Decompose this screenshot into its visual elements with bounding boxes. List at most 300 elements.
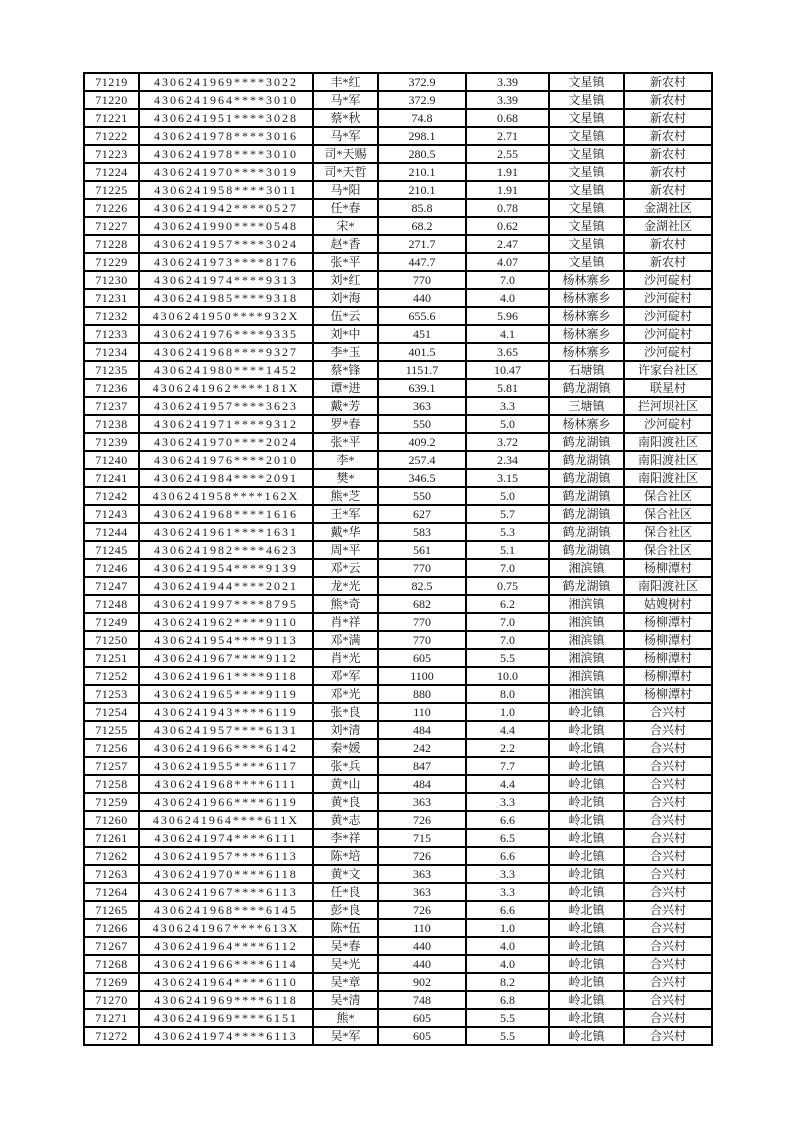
cell-serial: 71256: [84, 739, 139, 757]
cell-area: 6.6: [466, 847, 549, 865]
cell-serial: 71248: [84, 595, 139, 613]
cell-id: 4306241969****3022: [139, 73, 313, 91]
cell-name: 马*军: [313, 127, 378, 145]
cell-name: 李*: [313, 451, 378, 469]
cell-town: 岭北镇: [549, 793, 624, 811]
cell-amount: 583: [378, 523, 466, 541]
cell-serial: 71227: [84, 217, 139, 235]
cell-amount: 363: [378, 397, 466, 415]
table-row: [84, 469, 712, 487]
table-row: [84, 595, 712, 613]
table-row: [84, 901, 712, 919]
cell-amount: 748: [378, 991, 466, 1009]
cell-town: 岭北镇: [549, 757, 624, 775]
cell-id: 4306241974****6111: [139, 829, 313, 847]
cell-town: 岭北镇: [549, 847, 624, 865]
table-row: [84, 937, 712, 955]
cell-name: 吴*章: [313, 973, 378, 991]
cell-serial: 71271: [84, 1009, 139, 1027]
cell-town: 文星镇: [549, 199, 624, 217]
cell-town: 岭北镇: [549, 721, 624, 739]
table-row: [84, 613, 712, 631]
cell-village: 新农村: [624, 73, 712, 91]
cell-serial: 71262: [84, 847, 139, 865]
table-row: [84, 721, 712, 739]
cell-name: 罗*春: [313, 415, 378, 433]
cell-name: 熊*: [313, 1009, 378, 1027]
cell-amount: 550: [378, 415, 466, 433]
cell-village: 南阳渡社区: [624, 469, 712, 487]
cell-serial: 71239: [84, 433, 139, 451]
cell-town: 湘滨镇: [549, 631, 624, 649]
cell-name: 丰*红: [313, 73, 378, 91]
cell-village: 合兴村: [624, 901, 712, 919]
cell-name: 肖*光: [313, 649, 378, 667]
cell-amount: 484: [378, 721, 466, 739]
cell-id: 4306241985****9318: [139, 289, 313, 307]
cell-id: 4306241965****9119: [139, 685, 313, 703]
cell-town: 鹤龙湖镇: [549, 451, 624, 469]
cell-name: 吴*光: [313, 955, 378, 973]
cell-id: 4306241968****9327: [139, 343, 313, 361]
cell-area: 5.7: [466, 505, 549, 523]
cell-amount: 280.5: [378, 145, 466, 163]
table-row: [84, 361, 712, 379]
cell-serial: 71219: [84, 73, 139, 91]
cell-village: 保合社区: [624, 523, 712, 541]
cell-id: 4306241968****6145: [139, 901, 313, 919]
cell-amount: 605: [378, 649, 466, 667]
cell-area: 2.2: [466, 739, 549, 757]
cell-id: 4306241951****3028: [139, 109, 313, 127]
cell-serial: 71265: [84, 901, 139, 919]
cell-area: 1.91: [466, 181, 549, 199]
cell-name: 熊*奇: [313, 595, 378, 613]
cell-amount: 770: [378, 271, 466, 289]
table-row: [84, 487, 712, 505]
cell-amount: 605: [378, 1009, 466, 1027]
table-row: [84, 73, 712, 91]
cell-serial: 71250: [84, 631, 139, 649]
cell-village: 合兴村: [624, 991, 712, 1009]
cell-amount: 210.1: [378, 163, 466, 181]
cell-name: 樊*: [313, 469, 378, 487]
table-row: [84, 325, 712, 343]
cell-town: 文星镇: [549, 109, 624, 127]
cell-village: 杨柳潭村: [624, 685, 712, 703]
cell-id: 4306241962****9110: [139, 613, 313, 631]
cell-town: 鹤龙湖镇: [549, 487, 624, 505]
cell-id: 4306241966****6142: [139, 739, 313, 757]
cell-area: 1.0: [466, 703, 549, 721]
cell-area: 3.3: [466, 883, 549, 901]
cell-name: 李*祥: [313, 829, 378, 847]
cell-name: 黄*山: [313, 775, 378, 793]
cell-name: 张*平: [313, 253, 378, 271]
cell-area: 10.47: [466, 361, 549, 379]
cell-name: 任*春: [313, 199, 378, 217]
cell-serial: 71224: [84, 163, 139, 181]
cell-village: 合兴村: [624, 829, 712, 847]
cell-town: 鹤龙湖镇: [549, 541, 624, 559]
cell-village: 合兴村: [624, 883, 712, 901]
cell-village: 拦河坝社区: [624, 397, 712, 415]
cell-id: 4306241957****3623: [139, 397, 313, 415]
table-row: [84, 343, 712, 361]
table-row: [84, 1027, 712, 1045]
table-row: [84, 559, 712, 577]
cell-serial: 71257: [84, 757, 139, 775]
cell-serial: 71269: [84, 973, 139, 991]
cell-village: 金湖社区: [624, 217, 712, 235]
cell-area: 3.3: [466, 865, 549, 883]
table-row: [84, 577, 712, 595]
cell-town: 文星镇: [549, 91, 624, 109]
cell-village: 保合社区: [624, 487, 712, 505]
cell-amount: 682: [378, 595, 466, 613]
cell-serial: 71259: [84, 793, 139, 811]
cell-amount: 110: [378, 919, 466, 937]
cell-area: 4.4: [466, 721, 549, 739]
cell-village: 联星村: [624, 379, 712, 397]
cell-amount: 561: [378, 541, 466, 559]
table-row: [84, 199, 712, 217]
table-row: [84, 433, 712, 451]
cell-amount: 484: [378, 775, 466, 793]
table-row: [84, 379, 712, 397]
cell-village: 保合社区: [624, 505, 712, 523]
cell-town: 湘滨镇: [549, 595, 624, 613]
cell-name: 彭*良: [313, 901, 378, 919]
cell-id: 4306241955****6117: [139, 757, 313, 775]
cell-id: 4306241990****0548: [139, 217, 313, 235]
table-row: [84, 451, 712, 469]
cell-village: 沙河碇村: [624, 415, 712, 433]
cell-id: 4306241970****6118: [139, 865, 313, 883]
cell-amount: 110: [378, 703, 466, 721]
cell-amount: 298.1: [378, 127, 466, 145]
cell-village: 合兴村: [624, 919, 712, 937]
cell-name: 邓*军: [313, 667, 378, 685]
cell-area: 6.5: [466, 829, 549, 847]
cell-id: 4306241984****2091: [139, 469, 313, 487]
cell-village: 姑嫂树村: [624, 595, 712, 613]
table-row: [84, 991, 712, 1009]
cell-serial: 71226: [84, 199, 139, 217]
cell-id: 4306241958****3011: [139, 181, 313, 199]
cell-area: 0.78: [466, 199, 549, 217]
cell-serial: 71255: [84, 721, 139, 739]
cell-id: 4306241967****6113: [139, 883, 313, 901]
cell-town: 文星镇: [549, 163, 624, 181]
cell-town: 岭北镇: [549, 739, 624, 757]
table-row: [84, 217, 712, 235]
cell-name: 张*兵: [313, 757, 378, 775]
cell-town: 岭北镇: [549, 991, 624, 1009]
cell-serial: 71235: [84, 361, 139, 379]
cell-id: 4306241962****181X: [139, 379, 313, 397]
cell-area: 8.0: [466, 685, 549, 703]
table-row: [84, 91, 712, 109]
cell-id: 4306241973****8176: [139, 253, 313, 271]
table-row: [84, 739, 712, 757]
cell-town: 湘滨镇: [549, 613, 624, 631]
cell-name: 赵*香: [313, 235, 378, 253]
cell-id: 4306241957****6113: [139, 847, 313, 865]
cell-village: 合兴村: [624, 793, 712, 811]
cell-town: 岭北镇: [549, 703, 624, 721]
cell-town: 岭北镇: [549, 1027, 624, 1045]
cell-id: 4306241942****0527: [139, 199, 313, 217]
cell-serial: 71225: [84, 181, 139, 199]
table-row: [84, 865, 712, 883]
cell-amount: 440: [378, 937, 466, 955]
cell-name: 张*良: [313, 703, 378, 721]
cell-name: 龙*光: [313, 577, 378, 595]
cell-village: 杨柳潭村: [624, 559, 712, 577]
cell-town: 湘滨镇: [549, 649, 624, 667]
cell-village: 新农村: [624, 181, 712, 199]
cell-amount: 372.9: [378, 73, 466, 91]
cell-town: 文星镇: [549, 73, 624, 91]
cell-town: 湘滨镇: [549, 559, 624, 577]
cell-id: 4306241958****162X: [139, 487, 313, 505]
cell-town: 岭北镇: [549, 883, 624, 901]
table-row: [84, 703, 712, 721]
table-row: [84, 829, 712, 847]
cell-town: 杨林寨乡: [549, 415, 624, 433]
cell-id: 4306241944****2021: [139, 577, 313, 595]
table-row: [84, 883, 712, 901]
cell-town: 岭北镇: [549, 1009, 624, 1027]
table-row: [84, 919, 712, 937]
cell-amount: 74.8: [378, 109, 466, 127]
table-row: [84, 775, 712, 793]
cell-name: 李*玉: [313, 343, 378, 361]
cell-area: 5.5: [466, 649, 549, 667]
cell-town: 岭北镇: [549, 973, 624, 991]
cell-area: 2.71: [466, 127, 549, 145]
cell-amount: 655.6: [378, 307, 466, 325]
cell-amount: 1100: [378, 667, 466, 685]
cell-area: 7.0: [466, 271, 549, 289]
cell-id: 4306241957****6131: [139, 721, 313, 739]
cell-area: 2.34: [466, 451, 549, 469]
cell-area: 5.81: [466, 379, 549, 397]
cell-town: 文星镇: [549, 127, 624, 145]
cell-town: 岭北镇: [549, 937, 624, 955]
cell-id: 4306241957****3024: [139, 235, 313, 253]
cell-serial: 71221: [84, 109, 139, 127]
cell-area: 4.0: [466, 289, 549, 307]
cell-amount: 363: [378, 865, 466, 883]
cell-serial: 71220: [84, 91, 139, 109]
cell-town: 岭北镇: [549, 919, 624, 937]
cell-id: 4306241978****3010: [139, 145, 313, 163]
cell-amount: 770: [378, 631, 466, 649]
cell-id: 4306241969****6118: [139, 991, 313, 1009]
cell-id: 4306241976****2010: [139, 451, 313, 469]
cell-name: 张*平: [313, 433, 378, 451]
cell-amount: 372.9: [378, 91, 466, 109]
cell-town: 鹤龙湖镇: [549, 577, 624, 595]
cell-town: 鹤龙湖镇: [549, 523, 624, 541]
cell-id: 4306241968****1616: [139, 505, 313, 523]
cell-village: 新农村: [624, 253, 712, 271]
table-row: [84, 127, 712, 145]
cell-area: 5.0: [466, 415, 549, 433]
cell-serial: 71272: [84, 1027, 139, 1045]
cell-amount: 447.7: [378, 253, 466, 271]
cell-area: 0.75: [466, 577, 549, 595]
cell-serial: 71263: [84, 865, 139, 883]
cell-area: 7.0: [466, 631, 549, 649]
cell-amount: 271.7: [378, 235, 466, 253]
cell-serial: 71253: [84, 685, 139, 703]
cell-area: 5.1: [466, 541, 549, 559]
cell-amount: 627: [378, 505, 466, 523]
cell-area: 7.7: [466, 757, 549, 775]
cell-name: 黄*文: [313, 865, 378, 883]
cell-name: 刘*红: [313, 271, 378, 289]
cell-name: 戴*芳: [313, 397, 378, 415]
cell-town: 石塘镇: [549, 361, 624, 379]
table-row: [84, 397, 712, 415]
cell-name: 蔡*锋: [313, 361, 378, 379]
cell-id: 4306241978****3016: [139, 127, 313, 145]
cell-amount: 210.1: [378, 181, 466, 199]
cell-serial: 71232: [84, 307, 139, 325]
cell-name: 黄*良: [313, 793, 378, 811]
cell-town: 文星镇: [549, 181, 624, 199]
cell-area: 1.91: [466, 163, 549, 181]
table-row: [84, 163, 712, 181]
cell-amount: 715: [378, 829, 466, 847]
cell-id: 4306241970****3019: [139, 163, 313, 181]
table-row: [84, 1009, 712, 1027]
cell-serial: 71240: [84, 451, 139, 469]
cell-village: 杨柳潭村: [624, 667, 712, 685]
cell-town: 文星镇: [549, 217, 624, 235]
cell-name: 陈*培: [313, 847, 378, 865]
cell-village: 合兴村: [624, 775, 712, 793]
cell-serial: 71223: [84, 145, 139, 163]
cell-id: 4306241943****6119: [139, 703, 313, 721]
cell-id: 4306241961****9118: [139, 667, 313, 685]
cell-village: 新农村: [624, 163, 712, 181]
table-row: [84, 793, 712, 811]
cell-amount: 550: [378, 487, 466, 505]
cell-id: 4306241968****6111: [139, 775, 313, 793]
cell-serial: 71242: [84, 487, 139, 505]
cell-village: 许家台社区: [624, 361, 712, 379]
cell-serial: 71241: [84, 469, 139, 487]
table-row: [84, 109, 712, 127]
table-row: [84, 289, 712, 307]
cell-id: 4306241974****9313: [139, 271, 313, 289]
cell-town: 文星镇: [549, 235, 624, 253]
cell-town: 岭北镇: [549, 775, 624, 793]
cell-id: 4306241966****6114: [139, 955, 313, 973]
table-row: [84, 685, 712, 703]
cell-amount: 409.2: [378, 433, 466, 451]
table-row: [84, 667, 712, 685]
cell-serial: 71266: [84, 919, 139, 937]
cell-area: 0.68: [466, 109, 549, 127]
cell-village: 沙河碇村: [624, 325, 712, 343]
cell-name: 邓*满: [313, 631, 378, 649]
cell-id: 4306241961****1631: [139, 523, 313, 541]
cell-serial: 71236: [84, 379, 139, 397]
cell-village: 南阳渡社区: [624, 577, 712, 595]
cell-village: 合兴村: [624, 937, 712, 955]
cell-id: 4306241980****1452: [139, 361, 313, 379]
cell-area: 5.5: [466, 1009, 549, 1027]
cell-name: 谭*进: [313, 379, 378, 397]
cell-town: 杨林寨乡: [549, 271, 624, 289]
cell-amount: 363: [378, 883, 466, 901]
cell-amount: 770: [378, 613, 466, 631]
cell-serial: 71258: [84, 775, 139, 793]
cell-area: 5.0: [466, 487, 549, 505]
cell-area: 4.4: [466, 775, 549, 793]
cell-village: 新农村: [624, 127, 712, 145]
cell-id: 4306241974****6113: [139, 1027, 313, 1045]
cell-serial: 71245: [84, 541, 139, 559]
cell-area: 8.2: [466, 973, 549, 991]
cell-village: 沙河碇村: [624, 343, 712, 361]
cell-id: 4306241969****6151: [139, 1009, 313, 1027]
cell-area: 2.55: [466, 145, 549, 163]
cell-id: 4306241950****932X: [139, 307, 313, 325]
cell-village: 保合社区: [624, 541, 712, 559]
cell-serial: 71228: [84, 235, 139, 253]
table-row: [84, 757, 712, 775]
cell-serial: 71244: [84, 523, 139, 541]
cell-id: 4306241982****4623: [139, 541, 313, 559]
cell-area: 4.0: [466, 937, 549, 955]
table-row: [84, 847, 712, 865]
cell-area: 0.62: [466, 217, 549, 235]
cell-id: 4306241964****6110: [139, 973, 313, 991]
cell-id: 4306241976****9335: [139, 325, 313, 343]
cell-amount: 451: [378, 325, 466, 343]
cell-serial: 71238: [84, 415, 139, 433]
cell-id: 4306241967****613X: [139, 919, 313, 937]
cell-name: 宋*: [313, 217, 378, 235]
cell-area: 1.0: [466, 919, 549, 937]
cell-area: 4.0: [466, 955, 549, 973]
cell-town: 三塘镇: [549, 397, 624, 415]
cell-area: 6.6: [466, 811, 549, 829]
cell-village: 合兴村: [624, 721, 712, 739]
cell-amount: 440: [378, 955, 466, 973]
cell-amount: 880: [378, 685, 466, 703]
cell-amount: 257.4: [378, 451, 466, 469]
cell-name: 司*天赐: [313, 145, 378, 163]
cell-serial: 71267: [84, 937, 139, 955]
table-row: [84, 631, 712, 649]
cell-serial: 71261: [84, 829, 139, 847]
cell-serial: 71237: [84, 397, 139, 415]
cell-town: 鹤龙湖镇: [549, 469, 624, 487]
cell-serial: 71260: [84, 811, 139, 829]
cell-village: 合兴村: [624, 703, 712, 721]
cell-area: 6.8: [466, 991, 549, 1009]
cell-name: 熊*芝: [313, 487, 378, 505]
cell-id: 4306241964****6112: [139, 937, 313, 955]
cell-village: 合兴村: [624, 739, 712, 757]
